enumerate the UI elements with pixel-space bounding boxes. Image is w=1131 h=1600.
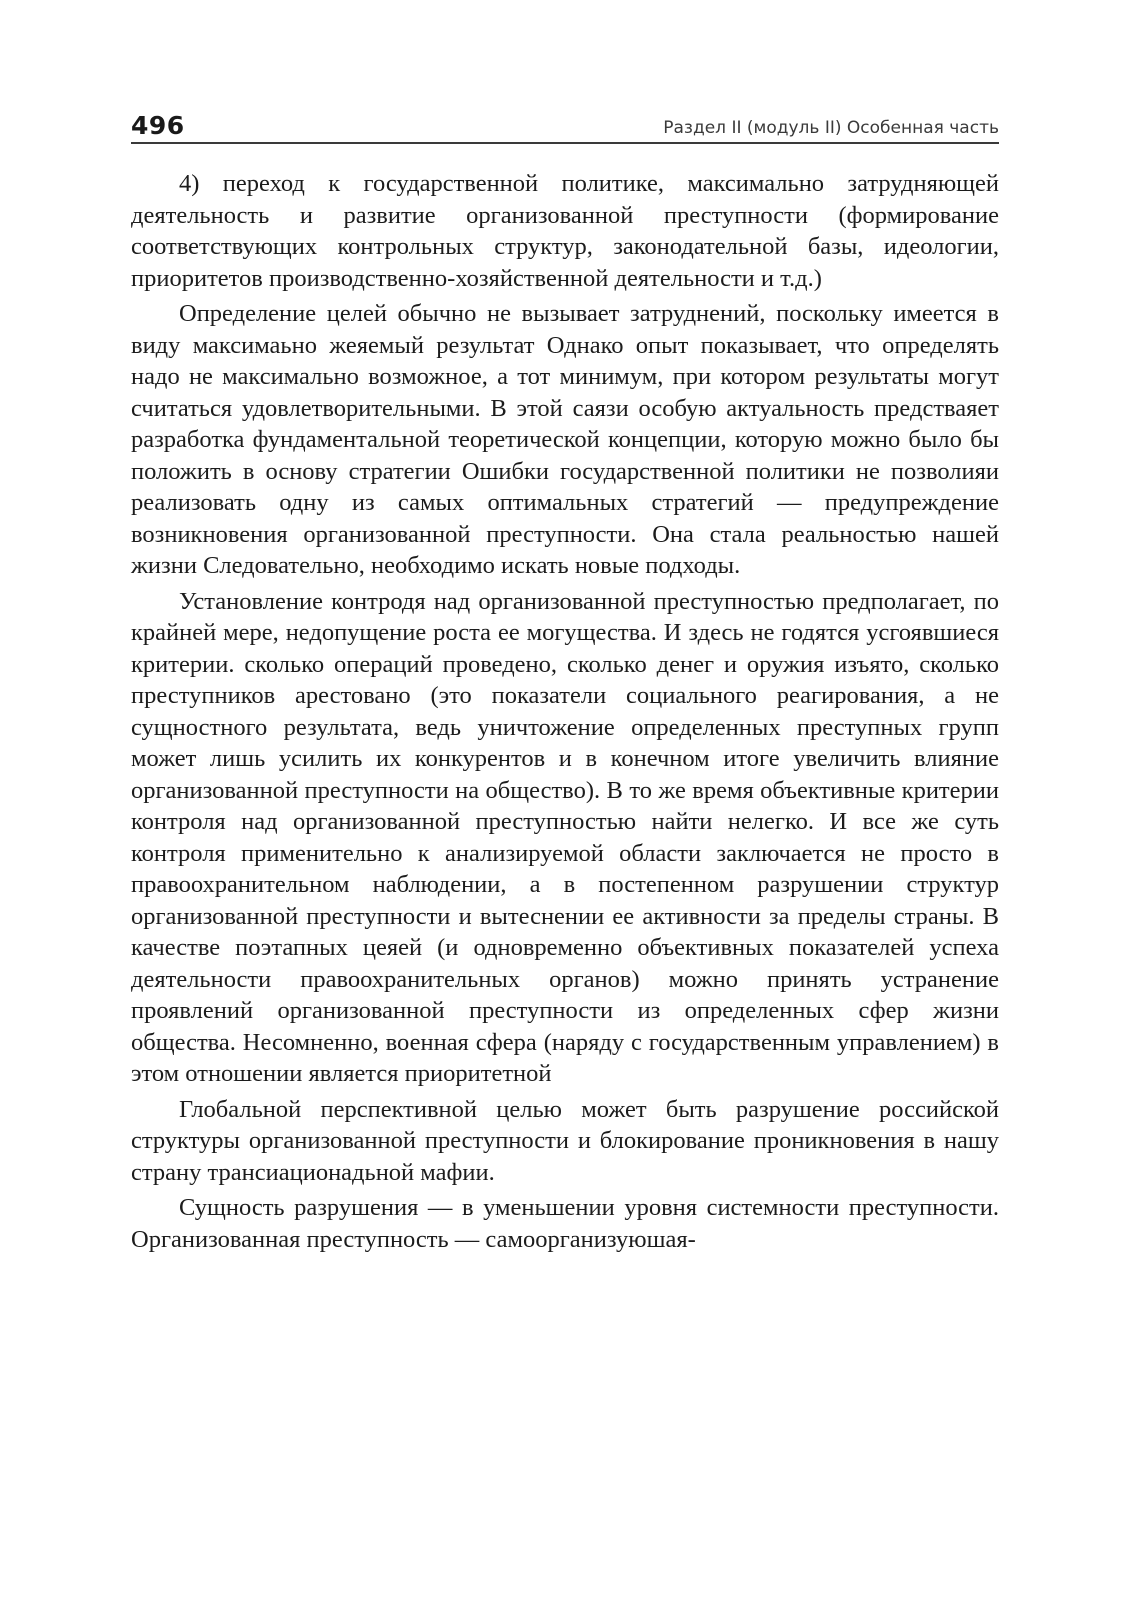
page-number: 496: [131, 111, 185, 140]
body-text: [131, 168, 999, 1259]
paragraph-global-goal: Глобальной перспективной целью может быть разрушение российской структуры организованной преступности и блокирование проникновения в нашу страну трансиационадьной мафии.: [131, 1095, 999, 1186]
paragraph-list-item-4: 4) переход к государственной политике, максимально затрудняющей деятельность и развитие организованной преступности (формирование соответствующих контрольных структур, законодательной базы, идеологии, приоритетов производственно-хозяйственной деятельности и т.д.): [131, 170, 999, 292]
running-title: Раздел II (модуль II) Особенная часть: [663, 118, 999, 138]
page-header: [131, 112, 999, 144]
paragraph-goal-definition: Определение целей обычно не вызывает затруднений, поскольку имеется в виду максимаьно жеяемый результат Однако опыт показывает, что определять надо не максимально возможное, а тот минимум, при котором результаты могут считаться удовлетворительными. В этой саязи особую актуальность предстваяет разработка фундаментальной теоретической концепции, которую можно было бы положить в основу стратегии Ошибки государственной политики не позволияи реализовать одну из самых оптимальных стратегий — предупреждение возникновения организованной преступности. Она стала реальностью нашей жизни Следовательно, необходимо искать новые подходы.: [131, 300, 999, 579]
paragraph-essence-of-destruction: Сущность разрушения — в уменьшении уровня системности преступности. Организованная преступность — самоорганизуюшая-: [131, 1194, 999, 1253]
paragraph-control-establishment: Установление контродя над организованной преступностью предполагает, по крайней мере, недопущение роста ее могущества. И здесь не годятся усгоявшиеся критерии. сколько операций проведено, сколько денег и оружия изъято, сколько преступников арестовано (это показатели социального реагирования, а не сущностного результата, ведь уничтожение определенных преступных групп может лишь усилить их конкурентов и в конечном итоге увеличить влияние организованной преступности на общество). В то же время объективные критерии контроля над организованной преступностью найти нелегко. И все же суть контроля применительно к анализируемой области заключается не просто в правоохранительном наблюдении, а в постепенном разрушении структур организованной преступности и вытеснении ее активности за пределы страны. В качестве поэтапных цеяей (и одновременно объективных показателей успеха деятельности правоохранительных органов) можно принять устранение проявлений организованной преступности из определенных сфер жизни общества. Несомненно, военная сфера (наряду с государственным управлением) в этом отношении является приоритетной: [131, 587, 999, 1087]
